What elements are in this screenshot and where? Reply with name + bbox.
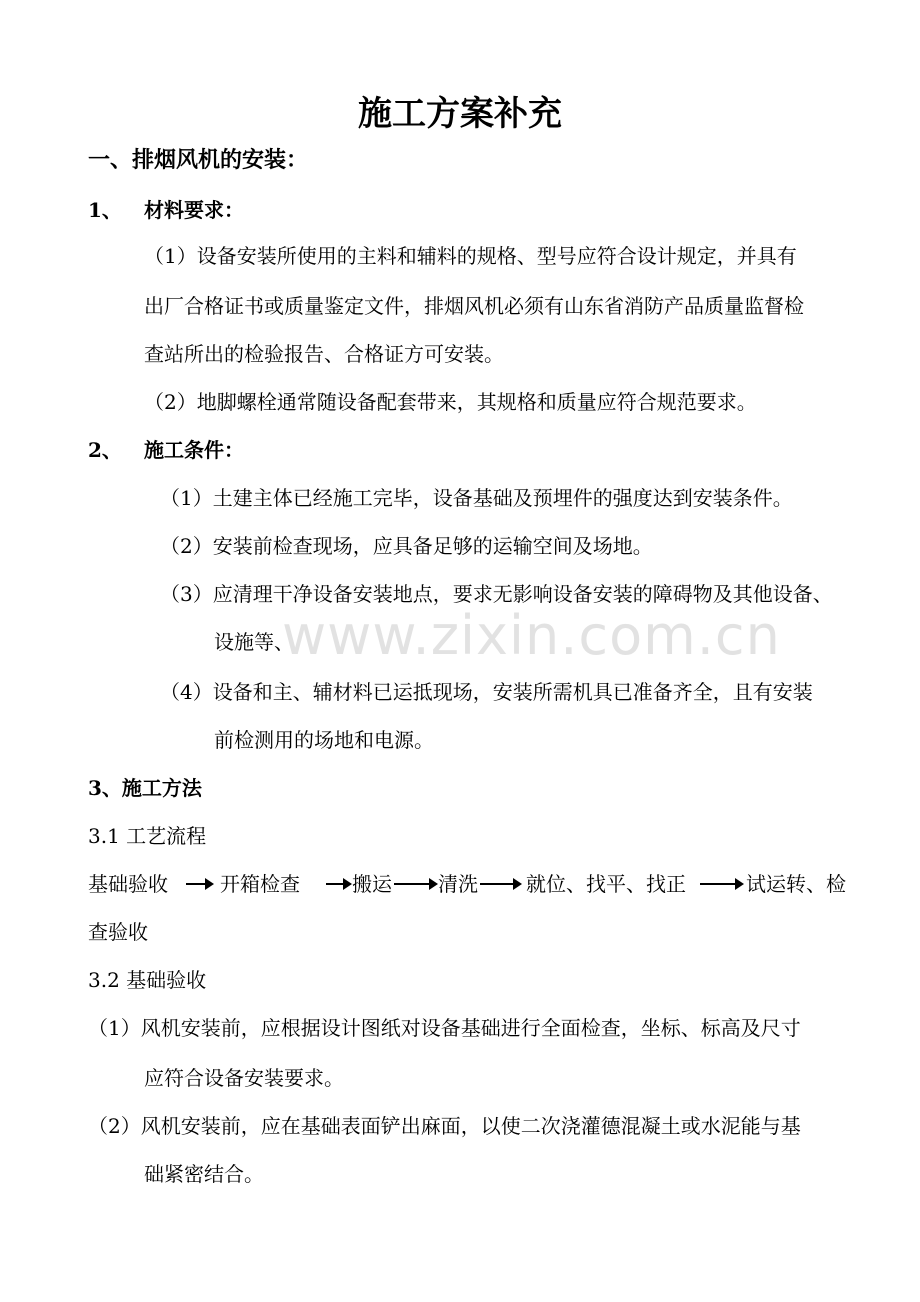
flow-step: 基础验收	[88, 872, 168, 896]
arrow-right-icon	[394, 883, 436, 885]
flow-step: 搬运	[352, 872, 392, 896]
flow-step: 清洗	[438, 872, 478, 896]
condition-line: （2）安装前检查现场，应具备足够的运输空间及场地。	[160, 534, 653, 558]
list-line: （2）风机安装前，应在基础表面铲出麻面，以使二次浇灌德混凝土或水泥能与基	[88, 1114, 801, 1138]
condition-line: （4）设备和主、辅材料已运抵现场，安装所需机具已准备齐全，且有安装	[160, 680, 813, 704]
arrow-right-icon	[326, 883, 350, 885]
section-heading: 一、排烟风机的安装：	[88, 147, 309, 173]
item-label: 施工条件：	[144, 438, 244, 462]
paragraph-line: （2）地脚螺栓通常随设备配套带来，其规格和质量应符合规范要求。	[144, 390, 757, 414]
condition-line: 前检测用的场地和电源。	[214, 728, 434, 752]
item-label: 材料要求：	[144, 198, 244, 222]
subsection-heading: 3、施工方法	[88, 776, 202, 800]
arrow-right-icon	[186, 883, 212, 885]
condition-line: 设施等、	[214, 630, 294, 654]
arrow-right-icon	[700, 883, 742, 885]
flow-step: 开箱检查	[220, 872, 300, 896]
paragraph-line: （1）设备安装所使用的主料和辅料的规格、型号应符合设计规定，并具有	[144, 244, 797, 268]
item-number: 1、	[88, 198, 122, 222]
condition-line: （3）应清理干净设备安装地点，要求无影响设备安装的障碍物及其他设备、	[160, 582, 833, 606]
paragraph-line: 出厂合格证书或质量鉴定文件，排烟风机必须有山东省消防产品质量监督检	[144, 294, 804, 318]
list-line: 应符合设备安装要求。	[144, 1066, 344, 1090]
subsection-title: 3.2 基础验收	[88, 968, 207, 992]
flow-step: 试运转、检	[746, 872, 846, 896]
flow-continuation: 查验收	[88, 920, 148, 944]
item-number: 2、	[88, 438, 122, 462]
watermark: www.zixin.com.cn	[282, 604, 781, 667]
page-title: 施工方案补充	[358, 94, 562, 134]
list-line: （1）风机安装前，应根据设计图纸对设备基础进行全面检查，坐标、标高及尺寸	[88, 1016, 801, 1040]
list-line: 础紧密结合。	[144, 1162, 264, 1186]
condition-line: （1）土建主体已经施工完毕，设备基础及预埋件的强度达到安装条件。	[160, 486, 793, 510]
paragraph-line: 查站所出的检验报告、合格证方可安装。	[144, 342, 504, 366]
arrow-right-icon	[480, 883, 520, 885]
flow-step: 就位、找平、找正	[526, 872, 686, 896]
subsection-title: 3.1 工艺流程	[88, 824, 207, 848]
